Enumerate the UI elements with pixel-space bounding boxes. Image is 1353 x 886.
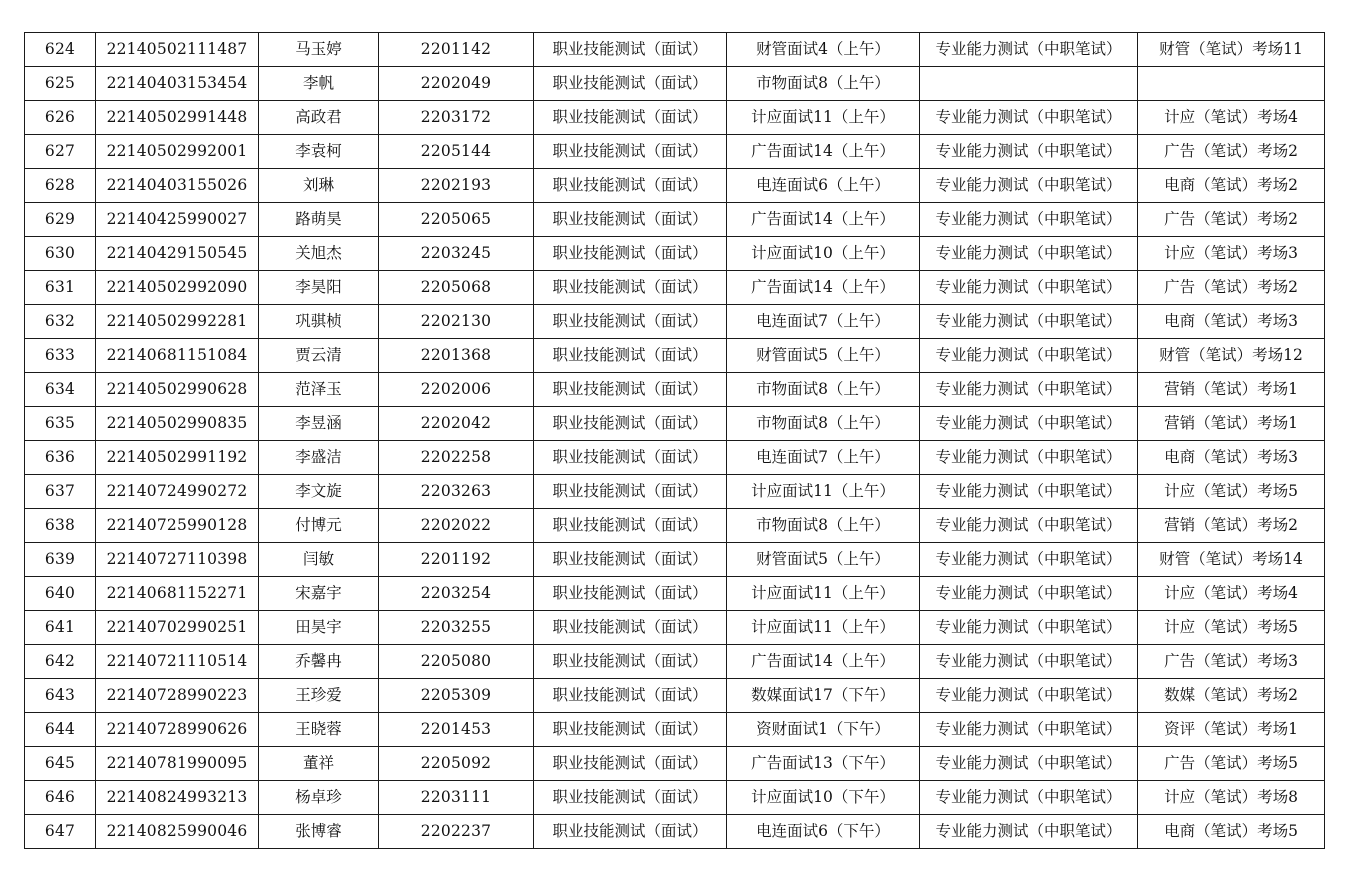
table-row bbox=[25, 407, 1325, 441]
interview-session-cell: 广告面试14（上午） bbox=[727, 645, 920, 679]
written-test-type-cell: 专业能力测试（中职笔试） bbox=[920, 305, 1138, 339]
test-type-cell: 职业技能测试（面试） bbox=[534, 203, 727, 237]
table-row bbox=[25, 645, 1325, 679]
row-index-cell: 635 bbox=[25, 407, 96, 441]
written-test-type-cell: 专业能力测试（中职笔试） bbox=[920, 441, 1138, 475]
candidate-number-cell: 22140702990251 bbox=[96, 611, 259, 645]
written-exam-room-cell: 营销（笔试）考场2 bbox=[1138, 509, 1325, 543]
written-test-type-cell: 专业能力测试（中职笔试） bbox=[920, 373, 1138, 407]
interview-session-cell: 市物面试8（上午） bbox=[727, 67, 920, 101]
name-cell: 王晓蓉 bbox=[259, 713, 379, 747]
table-row bbox=[25, 475, 1325, 509]
registration-code-cell: 2203111 bbox=[379, 781, 534, 815]
test-type-cell: 职业技能测试（面试） bbox=[534, 101, 727, 135]
exam-assignment-table bbox=[24, 32, 1325, 849]
written-test-type-cell: 专业能力测试（中职笔试） bbox=[920, 237, 1138, 271]
registration-code-cell: 2205068 bbox=[379, 271, 534, 305]
test-type-cell: 职业技能测试（面试） bbox=[534, 135, 727, 169]
table-body bbox=[25, 33, 1325, 849]
written-exam-room-cell: 财管（笔试）考场12 bbox=[1138, 339, 1325, 373]
name-cell: 王珍爱 bbox=[259, 679, 379, 713]
candidate-number-cell: 22140403153454 bbox=[96, 67, 259, 101]
written-test-type-cell: 专业能力测试（中职笔试） bbox=[920, 781, 1138, 815]
candidate-number-cell: 22140429150545 bbox=[96, 237, 259, 271]
written-exam-room-cell: 营销（笔试）考场1 bbox=[1138, 373, 1325, 407]
name-cell: 杨卓珍 bbox=[259, 781, 379, 815]
row-index-cell: 625 bbox=[25, 67, 96, 101]
test-type-cell: 职业技能测试（面试） bbox=[534, 305, 727, 339]
row-index-cell: 643 bbox=[25, 679, 96, 713]
written-test-type-cell: 专业能力测试（中职笔试） bbox=[920, 33, 1138, 67]
name-cell: 闫敏 bbox=[259, 543, 379, 577]
name-cell: 李昱涵 bbox=[259, 407, 379, 441]
row-index-cell: 633 bbox=[25, 339, 96, 373]
test-type-cell: 职业技能测试（面试） bbox=[534, 713, 727, 747]
test-type-cell: 职业技能测试（面试） bbox=[534, 543, 727, 577]
name-cell: 路萌昊 bbox=[259, 203, 379, 237]
row-index-cell: 644 bbox=[25, 713, 96, 747]
test-type-cell: 职业技能测试（面试） bbox=[534, 679, 727, 713]
row-index-cell: 639 bbox=[25, 543, 96, 577]
candidate-number-cell: 22140824993213 bbox=[96, 781, 259, 815]
interview-session-cell: 广告面试13（下午） bbox=[727, 747, 920, 781]
registration-code-cell: 2203172 bbox=[379, 101, 534, 135]
interview-session-cell: 财管面试5（上午） bbox=[727, 339, 920, 373]
name-cell: 刘琳 bbox=[259, 169, 379, 203]
written-test-type-cell: 专业能力测试（中职笔试） bbox=[920, 509, 1138, 543]
interview-session-cell: 电连面试7（上午） bbox=[727, 441, 920, 475]
name-cell: 贾云清 bbox=[259, 339, 379, 373]
table-row bbox=[25, 577, 1325, 611]
name-cell: 范泽玉 bbox=[259, 373, 379, 407]
row-index-cell: 640 bbox=[25, 577, 96, 611]
written-test-type-cell: 专业能力测试（中职笔试） bbox=[920, 135, 1138, 169]
candidate-number-cell: 22140425990027 bbox=[96, 203, 259, 237]
registration-code-cell: 2205080 bbox=[379, 645, 534, 679]
written-exam-room-cell: 广告（笔试）考场2 bbox=[1138, 271, 1325, 305]
table-row bbox=[25, 135, 1325, 169]
candidate-number-cell: 22140724990272 bbox=[96, 475, 259, 509]
name-cell: 乔馨冉 bbox=[259, 645, 379, 679]
table-row bbox=[25, 67, 1325, 101]
exam-assignment-sheet bbox=[24, 32, 1325, 849]
table-row bbox=[25, 203, 1325, 237]
test-type-cell: 职业技能测试（面试） bbox=[534, 441, 727, 475]
written-exam-room-cell: 财管（笔试）考场14 bbox=[1138, 543, 1325, 577]
table-row bbox=[25, 305, 1325, 339]
interview-session-cell: 电连面试6（上午） bbox=[727, 169, 920, 203]
written-exam-room-cell: 计应（笔试）考场4 bbox=[1138, 101, 1325, 135]
name-cell: 巩骐桢 bbox=[259, 305, 379, 339]
written-exam-room-cell: 计应（笔试）考场3 bbox=[1138, 237, 1325, 271]
test-type-cell: 职业技能测试（面试） bbox=[534, 407, 727, 441]
table-row bbox=[25, 679, 1325, 713]
candidate-number-cell: 22140502990835 bbox=[96, 407, 259, 441]
name-cell: 董祥 bbox=[259, 747, 379, 781]
written-exam-room-cell: 资评（笔试）考场1 bbox=[1138, 713, 1325, 747]
table-row bbox=[25, 237, 1325, 271]
written-test-type-cell: 专业能力测试（中职笔试） bbox=[920, 169, 1138, 203]
interview-session-cell: 广告面试14（上午） bbox=[727, 271, 920, 305]
written-exam-room-cell bbox=[1138, 67, 1325, 101]
row-index-cell: 642 bbox=[25, 645, 96, 679]
candidate-number-cell: 22140502992001 bbox=[96, 135, 259, 169]
test-type-cell: 职业技能测试（面试） bbox=[534, 169, 727, 203]
row-index-cell: 638 bbox=[25, 509, 96, 543]
registration-code-cell: 2201368 bbox=[379, 339, 534, 373]
row-index-cell: 624 bbox=[25, 33, 96, 67]
registration-code-cell: 2205144 bbox=[379, 135, 534, 169]
interview-session-cell: 计应面试11（上午） bbox=[727, 577, 920, 611]
table-row bbox=[25, 815, 1325, 849]
registration-code-cell: 2202237 bbox=[379, 815, 534, 849]
test-type-cell: 职业技能测试（面试） bbox=[534, 611, 727, 645]
row-index-cell: 628 bbox=[25, 169, 96, 203]
interview-session-cell: 电连面试6（下午） bbox=[727, 815, 920, 849]
table-row bbox=[25, 509, 1325, 543]
test-type-cell: 职业技能测试（面试） bbox=[534, 509, 727, 543]
written-exam-room-cell: 广告（笔试）考场5 bbox=[1138, 747, 1325, 781]
row-index-cell: 626 bbox=[25, 101, 96, 135]
written-test-type-cell: 专业能力测试（中职笔试） bbox=[920, 271, 1138, 305]
row-index-cell: 630 bbox=[25, 237, 96, 271]
registration-code-cell: 2201142 bbox=[379, 33, 534, 67]
interview-session-cell: 财管面试4（上午） bbox=[727, 33, 920, 67]
candidate-number-cell: 22140502991448 bbox=[96, 101, 259, 135]
registration-code-cell: 2205065 bbox=[379, 203, 534, 237]
interview-session-cell: 市物面试8（上午） bbox=[727, 407, 920, 441]
written-exam-room-cell: 电商（笔试）考场3 bbox=[1138, 441, 1325, 475]
registration-code-cell: 2202049 bbox=[379, 67, 534, 101]
registration-code-cell: 2203254 bbox=[379, 577, 534, 611]
written-exam-room-cell: 电商（笔试）考场5 bbox=[1138, 815, 1325, 849]
interview-session-cell: 计应面试10（上午） bbox=[727, 237, 920, 271]
name-cell: 高政君 bbox=[259, 101, 379, 135]
written-test-type-cell: 专业能力测试（中职笔试） bbox=[920, 101, 1138, 135]
name-cell: 田昊宇 bbox=[259, 611, 379, 645]
written-test-type-cell: 专业能力测试（中职笔试） bbox=[920, 577, 1138, 611]
registration-code-cell: 2201453 bbox=[379, 713, 534, 747]
interview-session-cell: 计应面试11（上午） bbox=[727, 611, 920, 645]
test-type-cell: 职业技能测试（面试） bbox=[534, 271, 727, 305]
registration-code-cell: 2202258 bbox=[379, 441, 534, 475]
row-index-cell: 637 bbox=[25, 475, 96, 509]
test-type-cell: 职业技能测试（面试） bbox=[534, 67, 727, 101]
candidate-number-cell: 22140781990095 bbox=[96, 747, 259, 781]
candidate-number-cell: 22140721110514 bbox=[96, 645, 259, 679]
candidate-number-cell: 22140681151084 bbox=[96, 339, 259, 373]
table-row bbox=[25, 781, 1325, 815]
table-row bbox=[25, 611, 1325, 645]
test-type-cell: 职业技能测试（面试） bbox=[534, 747, 727, 781]
interview-session-cell: 市物面试8（上午） bbox=[727, 373, 920, 407]
candidate-number-cell: 22140725990128 bbox=[96, 509, 259, 543]
interview-session-cell: 计应面试11（上午） bbox=[727, 475, 920, 509]
candidate-number-cell: 22140502990628 bbox=[96, 373, 259, 407]
table-row bbox=[25, 101, 1325, 135]
written-exam-room-cell: 财管（笔试）考场11 bbox=[1138, 33, 1325, 67]
registration-code-cell: 2202042 bbox=[379, 407, 534, 441]
candidate-number-cell: 22140403155026 bbox=[96, 169, 259, 203]
written-test-type-cell: 专业能力测试（中职笔试） bbox=[920, 203, 1138, 237]
name-cell: 张博睿 bbox=[259, 815, 379, 849]
test-type-cell: 职业技能测试（面试） bbox=[534, 339, 727, 373]
written-test-type-cell: 专业能力测试（中职笔试） bbox=[920, 475, 1138, 509]
registration-code-cell: 2203245 bbox=[379, 237, 534, 271]
written-exam-room-cell: 广告（笔试）考场2 bbox=[1138, 203, 1325, 237]
written-test-type-cell: 专业能力测试（中职笔试） bbox=[920, 611, 1138, 645]
written-test-type-cell: 专业能力测试（中职笔试） bbox=[920, 543, 1138, 577]
written-test-type-cell: 专业能力测试（中职笔试） bbox=[920, 815, 1138, 849]
test-type-cell: 职业技能测试（面试） bbox=[534, 577, 727, 611]
test-type-cell: 职业技能测试（面试） bbox=[534, 33, 727, 67]
name-cell: 李盛洁 bbox=[259, 441, 379, 475]
interview-session-cell: 计应面试10（下午） bbox=[727, 781, 920, 815]
registration-code-cell: 2205092 bbox=[379, 747, 534, 781]
table-row bbox=[25, 441, 1325, 475]
test-type-cell: 职业技能测试（面试） bbox=[534, 781, 727, 815]
table-row bbox=[25, 271, 1325, 305]
name-cell: 李文旋 bbox=[259, 475, 379, 509]
candidate-number-cell: 22140502111487 bbox=[96, 33, 259, 67]
written-exam-room-cell: 广告（笔试）考场3 bbox=[1138, 645, 1325, 679]
test-type-cell: 职业技能测试（面试） bbox=[534, 645, 727, 679]
written-test-type-cell: 专业能力测试（中职笔试） bbox=[920, 407, 1138, 441]
name-cell: 关旭杰 bbox=[259, 237, 379, 271]
candidate-number-cell: 22140502991192 bbox=[96, 441, 259, 475]
written-exam-room-cell: 电商（笔试）考场3 bbox=[1138, 305, 1325, 339]
candidate-number-cell: 22140727110398 bbox=[96, 543, 259, 577]
registration-code-cell: 2202193 bbox=[379, 169, 534, 203]
interview-session-cell: 财管面试5（上午） bbox=[727, 543, 920, 577]
written-exam-room-cell: 计应（笔试）考场5 bbox=[1138, 475, 1325, 509]
candidate-number-cell: 22140728990223 bbox=[96, 679, 259, 713]
row-index-cell: 632 bbox=[25, 305, 96, 339]
written-test-type-cell: 专业能力测试（中职笔试） bbox=[920, 645, 1138, 679]
written-test-type-cell: 专业能力测试（中职笔试） bbox=[920, 339, 1138, 373]
written-exam-room-cell: 计应（笔试）考场8 bbox=[1138, 781, 1325, 815]
registration-code-cell: 2201192 bbox=[379, 543, 534, 577]
written-test-type-cell: 专业能力测试（中职笔试） bbox=[920, 747, 1138, 781]
test-type-cell: 职业技能测试（面试） bbox=[534, 237, 727, 271]
table-row bbox=[25, 373, 1325, 407]
table-row bbox=[25, 339, 1325, 373]
row-index-cell: 645 bbox=[25, 747, 96, 781]
interview-session-cell: 广告面试14（上午） bbox=[727, 203, 920, 237]
name-cell: 李袁柯 bbox=[259, 135, 379, 169]
registration-code-cell: 2202022 bbox=[379, 509, 534, 543]
interview-session-cell: 市物面试8（上午） bbox=[727, 509, 920, 543]
table-row bbox=[25, 747, 1325, 781]
test-type-cell: 职业技能测试（面试） bbox=[534, 475, 727, 509]
row-index-cell: 627 bbox=[25, 135, 96, 169]
interview-session-cell: 广告面试14（上午） bbox=[727, 135, 920, 169]
registration-code-cell: 2203255 bbox=[379, 611, 534, 645]
registration-code-cell: 2202130 bbox=[379, 305, 534, 339]
written-exam-room-cell: 计应（笔试）考场5 bbox=[1138, 611, 1325, 645]
name-cell: 李帆 bbox=[259, 67, 379, 101]
candidate-number-cell: 22140502992090 bbox=[96, 271, 259, 305]
table-row bbox=[25, 543, 1325, 577]
candidate-number-cell: 22140728990626 bbox=[96, 713, 259, 747]
written-exam-room-cell: 计应（笔试）考场4 bbox=[1138, 577, 1325, 611]
registration-code-cell: 2202006 bbox=[379, 373, 534, 407]
row-index-cell: 647 bbox=[25, 815, 96, 849]
interview-session-cell: 电连面试7（上午） bbox=[727, 305, 920, 339]
registration-code-cell: 2203263 bbox=[379, 475, 534, 509]
candidate-number-cell: 22140502992281 bbox=[96, 305, 259, 339]
interview-session-cell: 计应面试11（上午） bbox=[727, 101, 920, 135]
row-index-cell: 641 bbox=[25, 611, 96, 645]
written-test-type-cell: 专业能力测试（中职笔试） bbox=[920, 713, 1138, 747]
written-exam-room-cell: 电商（笔试）考场2 bbox=[1138, 169, 1325, 203]
row-index-cell: 631 bbox=[25, 271, 96, 305]
written-test-type-cell bbox=[920, 67, 1138, 101]
candidate-number-cell: 22140681152271 bbox=[96, 577, 259, 611]
candidate-number-cell: 22140825990046 bbox=[96, 815, 259, 849]
written-exam-room-cell: 营销（笔试）考场1 bbox=[1138, 407, 1325, 441]
row-index-cell: 636 bbox=[25, 441, 96, 475]
written-exam-room-cell: 广告（笔试）考场2 bbox=[1138, 135, 1325, 169]
test-type-cell: 职业技能测试（面试） bbox=[534, 815, 727, 849]
interview-session-cell: 数媒面试17（下午） bbox=[727, 679, 920, 713]
table-row bbox=[25, 713, 1325, 747]
interview-session-cell: 资财面试1（下午） bbox=[727, 713, 920, 747]
name-cell: 马玉婷 bbox=[259, 33, 379, 67]
row-index-cell: 629 bbox=[25, 203, 96, 237]
table-row bbox=[25, 169, 1325, 203]
name-cell: 宋嘉宇 bbox=[259, 577, 379, 611]
row-index-cell: 634 bbox=[25, 373, 96, 407]
row-index-cell: 646 bbox=[25, 781, 96, 815]
registration-code-cell: 2205309 bbox=[379, 679, 534, 713]
name-cell: 付博元 bbox=[259, 509, 379, 543]
name-cell: 李昊阳 bbox=[259, 271, 379, 305]
written-test-type-cell: 专业能力测试（中职笔试） bbox=[920, 679, 1138, 713]
table-row bbox=[25, 33, 1325, 67]
written-exam-room-cell: 数媒（笔试）考场2 bbox=[1138, 679, 1325, 713]
test-type-cell: 职业技能测试（面试） bbox=[534, 373, 727, 407]
